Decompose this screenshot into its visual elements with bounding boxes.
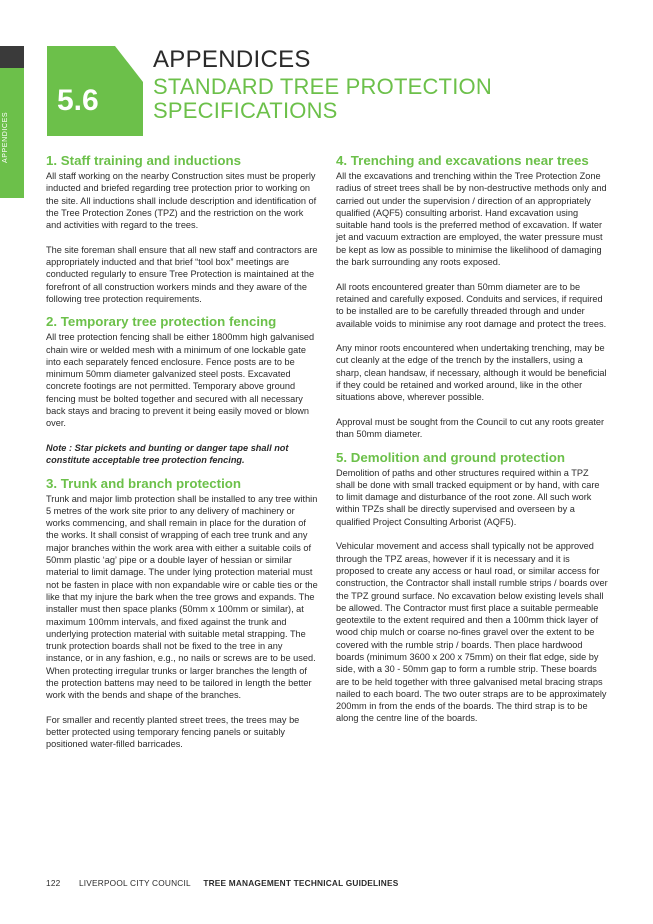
paragraph: Trunk and major limb protection shall be installed to any tree within 5 metres of the work site prior to any delivery of machinery or works commencing, and shall remain in place for the duration of the works. It shall consist of wrapping of each tree trunk and any major branches within the work area with either a suitable coils of 50mm plastic ‘ag’ pipe or a double layer of hessian or similar material to limit damage. The under lying protection material must not be fasten in place with non expandable wire or cable ties or the like that my injure the bark when the tree grows and expands. The installer must then space planks (50mm x 100mm or similar), at maximum 100mm intervals, and fixed against the trunk and underlying protection material with suitable metal strapping. The trunk protection boards shall not be fixed to the tree in any instance, or in any fashion, e.g., no nails or screws are to be used. When protecting irregular trunks or larger branches the length of the protection battens may need to be tailored in length the better work with the bends and shape of the branches. (46, 493, 318, 701)
paragraph: All tree protection fencing shall be either 1800mm high galvanised chain wire or welded mesh with a minimum of one lockable gate into each separately fenced enclosure. Fence posts are to be minimum 50mm diameter galvanized steel posts. Excavated concrete footings are not permitted. Temporary above ground fencing must be bolted together and secured with all necessary back stays and bracing to prevent it being easily moved or blown over. (46, 332, 315, 429)
right-column (336, 153, 608, 734)
section-heading: 2. Temporary tree protection fencing (46, 314, 277, 330)
page-footer (46, 878, 398, 888)
section-badge (47, 46, 143, 136)
paragraph: Demolition of paths and other structures required within a TPZ shall be done with small tracked equipment or by hand, with care to limit damage and disturbance of the root zone. All such work within TPZs shall be directly supervised and overseen by a qualified Project Consulting Arborist (AQF5). (336, 467, 600, 527)
paragraph: The site foreman shall ensure that all new staff and contractors are appropriately inducted and that brief “tool box” meetings are conducted regularly to ensure Tree Protection is maintained at the forefront of all construction workers minds and they aware of the following tree protection requirements. (46, 244, 318, 304)
page-title: APPENDICES (153, 46, 311, 73)
section-trenching (336, 153, 608, 441)
section-heading: 1. Staff training and inductions (46, 153, 242, 168)
section-heading: 3. Trunk and branch protection (46, 475, 242, 491)
paragraph: All roots encountered greater than 50mm diameter are to be retained and carefully exposed. Conduits and services, if required to be installed are to be carefully threaded through and under available voids to minimise any root damage and protect the trees. (336, 281, 607, 329)
paragraph: For smaller and recently planted street trees, the trees may be better protected using temporary fencing panels or suitably positioned water-filled barricades. (46, 714, 300, 750)
paragraph: Approval must be sought from the Council to cut any roots greater than 50mm diameter. (336, 416, 605, 440)
paragraph: All staff working on the nearby Construction sites must be properly inducted and briefed regarding tree protection prior to working on the site. All inductions shall include description and identification of the Tree Protection Zones (TPZ) and the restriction on the work and activities with regard to the trees. (46, 171, 317, 231)
section-heading: 4. Trenching and excavations near trees (336, 153, 589, 168)
page-number: 122 (46, 878, 61, 888)
paragraph: Vehicular movement and access shall typically not be approved through the TPZ areas, however if it is necessary and it is proposed to create any access or haul road, or similar access for construction, the Contractor shall install rumble strips / boards over the TPZ ground surface. No excavation below existing levels shall be allowed. The Contractor must first place a suitable permeable geotextile to the extent required and then a 100mm thick layer of wood chip mulch or coarse no-fines gravel over the extent to be covered with the rumble strip / boards. Then place hardwood boards (minimum 3600 x 200 x 75mm) on their flat edge, side by side, with a 30 - 50mm gap to form a rumble strip. These boards are to be held together with three galvanised metal bracing straps nailed to each board. The two outer straps are to be approximately 200mm in from the ends of the boards. The third strap is to be along the centre line of the boards. (336, 541, 608, 724)
side-tab-label: APPENDICES (2, 111, 9, 163)
section-demolition (336, 450, 608, 725)
section-fencing (46, 314, 318, 466)
page-subtitle-line1: STANDARD TREE PROTECTION (153, 74, 492, 99)
left-column (46, 153, 318, 760)
section-number: 5.6 (57, 84, 99, 117)
side-tab-dark-block (0, 46, 24, 68)
section-trunk-protection (46, 476, 318, 751)
paragraph: All the excavations and trenching within the Tree Protection Zone radius of street trees shall be by non-destructive methods only and carried out under the supervision / direction of an appropriately qualified (AQF5) consulting arborist. Hand excavation using suitable hand tools is the preferred method of excavation. If water jet and vacuum extraction are employed, the water pressure must be kept as low as possible to minimise the likelihood of damaging the bark surrounding any roots exposed. (336, 171, 607, 268)
page-subtitle-line2: SPECIFICATIONS (153, 98, 338, 123)
section-heading: 5. Demolition and ground protection (336, 449, 565, 465)
section-staff-training (46, 153, 318, 305)
paragraph: Any minor roots encountered when undertaking trenching, may be cut cleanly at the edge of the trench by the installers, using a sharp, clean handsaw, if necessary, although it would be beneficial if they could be retained and worked around, like in the other situations above, wherever possible. (336, 343, 607, 403)
page-title-block (153, 47, 613, 123)
note-text: Note : Star pickets and bunting or danger tape shall not constitute acceptable tree protection fencing. (46, 442, 289, 466)
footer-council: LIVERPOOL CITY COUNCIL (78, 878, 191, 888)
footer-guide-title: TREE MANAGEMENT TECHNICAL GUIDELINES (203, 878, 399, 888)
